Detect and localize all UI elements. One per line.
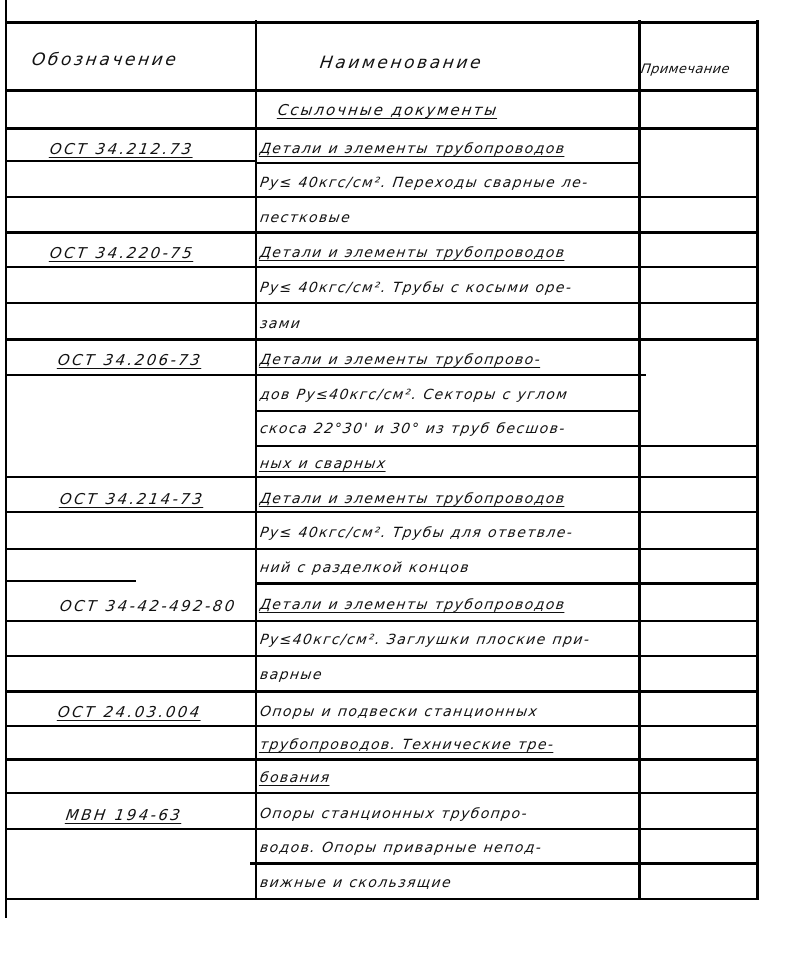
name-line: трубопроводов. Технические тре- <box>258 737 556 753</box>
name-line: зами <box>258 316 303 332</box>
designation-code: ОСТ 34-42-492-80 <box>58 597 239 615</box>
name-line: Ру≤40кгс/см². Заглушки плоские при- <box>258 632 592 648</box>
row-line <box>6 374 646 376</box>
name-line: водов. Опоры приварные непод- <box>258 840 544 856</box>
row-line <box>6 690 759 693</box>
row-line <box>6 758 759 761</box>
header-bottom-border <box>6 89 759 92</box>
row-line <box>256 162 640 164</box>
header-name: Наименование <box>318 53 485 73</box>
row-line <box>250 862 759 865</box>
row-line <box>6 580 136 582</box>
row-line <box>6 231 759 234</box>
section-bottom-border <box>6 127 759 130</box>
row-line <box>6 828 759 830</box>
row-line <box>256 445 759 447</box>
name-line: вижные и скользящие <box>258 875 454 891</box>
name-line: Детали и элементы трубопроводов <box>258 491 567 507</box>
header-note: Примечание <box>639 62 731 77</box>
table-left-border <box>5 0 7 918</box>
row-line <box>6 338 759 341</box>
row-line <box>6 196 759 198</box>
name-line: ных и сварных <box>258 456 388 472</box>
row-line <box>6 266 759 268</box>
name-line: Ру≤ 40кгс/см². Переходы сварные ле- <box>258 175 590 191</box>
name-line: Детали и элементы трубопроводов <box>258 597 567 613</box>
column-divider-note <box>638 20 641 900</box>
name-line: Ру≤ 40кгс/см². Трубы для ответвле- <box>258 525 575 541</box>
table-right-border <box>756 20 759 900</box>
designation-code: ОСТ 34.214-73 <box>58 490 206 508</box>
name-line: Опоры и подвески станционных <box>258 704 540 720</box>
name-line: пестковые <box>258 210 353 226</box>
row-line <box>6 548 759 550</box>
designation-code: ОСТ 24.03.004 <box>56 703 204 721</box>
name-line: ний с разделкой концов <box>258 560 472 576</box>
name-line: Детали и элементы трубопроводов <box>258 141 567 157</box>
table-bottom-line <box>6 898 759 900</box>
row-line <box>6 476 759 478</box>
name-line: Опоры станционных трубопро- <box>258 806 530 822</box>
table-top-border <box>6 21 759 24</box>
designation-code: МВН 194-63 <box>64 806 184 824</box>
row-line <box>6 511 759 513</box>
column-divider-designation <box>255 20 257 900</box>
name-line: бования <box>258 770 332 786</box>
name-line: дов Ру≤40кгс/см². Секторы с углом <box>258 387 570 403</box>
row-line <box>6 620 759 622</box>
designation-code: ОСТ 34.206-73 <box>56 351 204 369</box>
name-line: Детали и элементы трубопрово- <box>258 352 543 368</box>
row-line <box>256 582 759 585</box>
row-line <box>6 302 759 304</box>
designation-code: ОСТ 34.220-75 <box>48 244 196 262</box>
row-line <box>6 160 256 162</box>
name-line: Ру≤ 40кгс/см². Трубы с косыми оре- <box>258 280 574 296</box>
row-line <box>6 655 759 657</box>
row-line <box>6 792 759 794</box>
name-line: Детали и элементы трубопроводов <box>258 245 567 261</box>
name-line: скоса 22°30' и 30° из труб бесшов- <box>258 421 567 437</box>
name-line: варные <box>258 667 325 683</box>
row-line <box>6 725 759 727</box>
row-line <box>256 410 640 412</box>
section-title: Ссылочные документы <box>276 101 500 119</box>
designation-code: ОСТ 34.212.73 <box>48 140 196 158</box>
header-designation: Обозначение <box>30 50 180 70</box>
